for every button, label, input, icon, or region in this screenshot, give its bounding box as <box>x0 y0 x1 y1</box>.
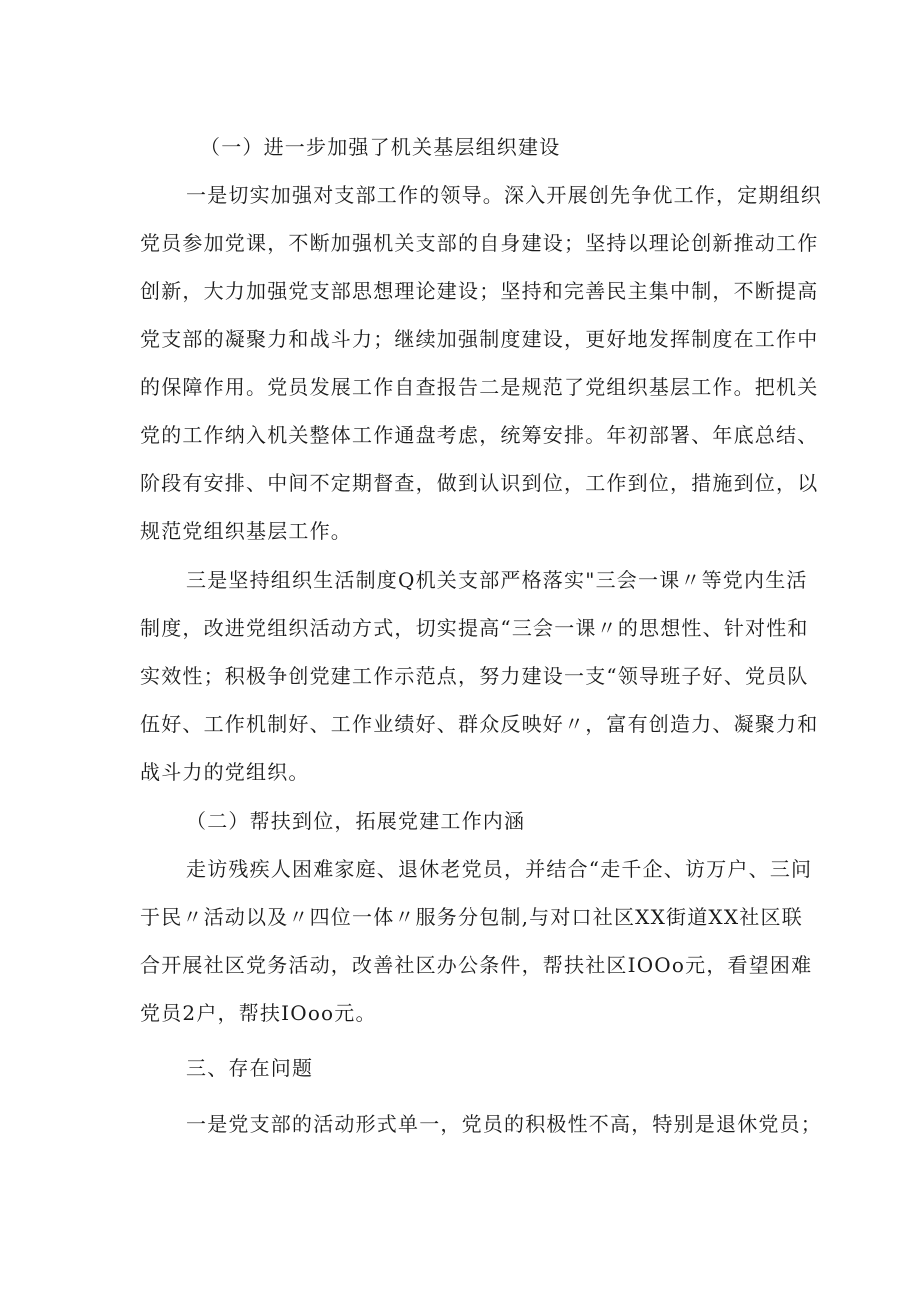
section-heading-1: （一）进一步加强了机关基层组织建设 <box>200 135 561 159</box>
paragraph-line: 规范党组织基层工作。 <box>140 519 352 543</box>
paragraph-line: 创新，大力加强党支部思想理论建设；坚持和完善民主集中制，不断提高 <box>140 279 819 303</box>
paragraph-line: 伍好、工作机制好、工作业绩好、群众反映好〃，富有创造力、凝聚力和 <box>140 712 819 736</box>
paragraph-line: 合开展社区党务活动，改善社区办公条件，帮扶社区IOOo元，看望困难 <box>140 953 813 977</box>
section-heading-2: （二）帮扶到位，拓展党建工作内涵 <box>186 809 526 833</box>
paragraph-line: 战斗力的党组织。 <box>140 760 310 784</box>
paragraph-line: 党员参加党课，不断加强机关支部的自身建设；坚持以理论创新推动工作 <box>140 231 819 255</box>
paragraph-line: 一是切实加强对支部工作的领导。深入开展创先争优工作，定期组织 <box>186 183 822 207</box>
section-heading-3: 三、存在问题 <box>186 1056 314 1080</box>
paragraph-line: 走访残疾人困难家庭、退休老党员，并结合“走千企、访万户、三问 <box>186 857 813 881</box>
paragraph-line: 三是坚持组织生活制度Q机关支部严格落实"三会一课〃等党内生活 <box>186 568 808 592</box>
paragraph-line: 一是党支部的活动形式单一，党员的积极性不高，特别是退休党员； <box>186 1112 822 1136</box>
paragraph-line: 阶段有安排、中间不定期督查，做到认识到位，工作到位，措施到位，以 <box>140 471 819 495</box>
paragraph-line: 党支部的凝聚力和战斗力；继续加强制度建设，更好地发挥制度在工作中 <box>140 327 819 351</box>
paragraph-line: 党的工作纳入机关整体工作通盘考虑，统筹安排。年初部署、年底总结、 <box>140 423 819 447</box>
paragraph-line: 党员2户，帮扶IOoo元。 <box>140 1001 377 1025</box>
paragraph-line: 实效性；积极争创党建工作示范点，努力建设一支“领导班子好、党员队 <box>140 664 809 688</box>
paragraph-line: 制度，改进党组织活动方式，切实提高“三会一课〃的思想性、针对性和 <box>140 616 809 640</box>
paragraph-line: 于民〃活动以及〃四位一体〃服务分包制,与对口社区XX街道XX社区联 <box>140 905 803 929</box>
paragraph-line: 的保障作用。党员发展工作自查报告二是规范了党组织基层工作。把机关 <box>140 375 819 399</box>
